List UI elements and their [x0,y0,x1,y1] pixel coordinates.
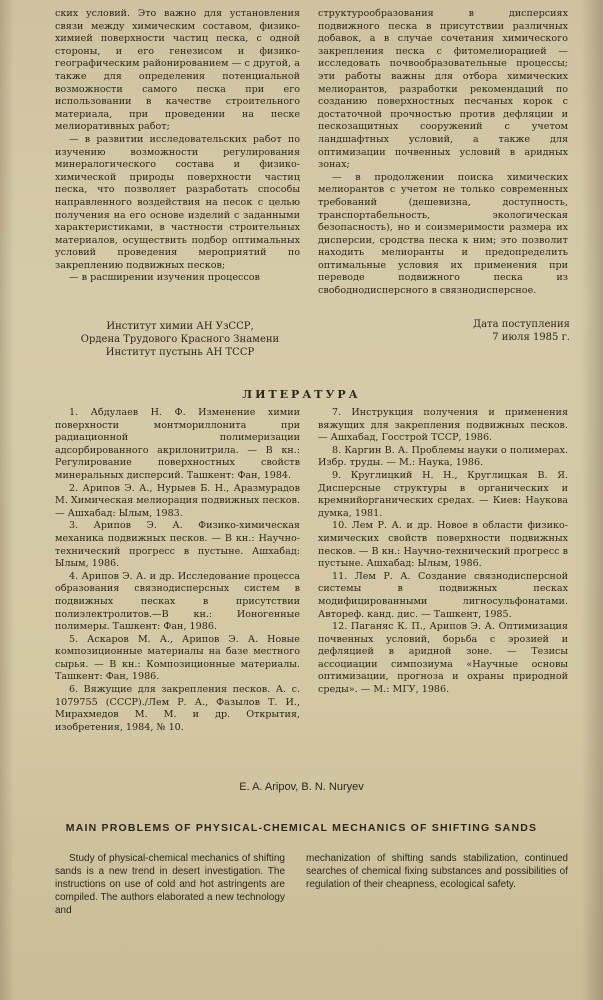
date-value: 7 июля 1985 г. [492,332,570,343]
reference-item: 8. Каргин В. А. Проблемы науки о полимерах. Избр. труды. — М.: Наука, 1986. [318,444,568,469]
reference-item: 1. Абдулаев Н. Ф. Изменение химии поверхности монтмориллонита при радиационной полимеризации адсорбированного акрилонитрила. — В кн.: Регулирование поверхностных свойств минеральных дисперсий. Ташкент: Фан, 1984. [55,407,300,481]
english-abstract-left [55,852,285,917]
reference-item: 2. Арипов Э. А., Нурыев Б. Н., Аразмурадов М. Химическая мелиорация подвижных песков. — Ашхабад: Ылым, 1983. [55,482,301,519]
body-paragraph: структурообразования в дисперсиях подвижного песка в присутствии различных добавок, а в случае сочетания химического закрепления песка с фитомелиорацией — исследовать почвообразовательные процессы; эти работы важны для отбора химических мелиорантов, разработки рекомендаций по созданию поверхностных песчаных корок с достаточной прочностью против дефляции и пескозащитных сооружений с учетом ландшафтных условий, а также для оптимизации почвенных условий в аридных зонах; [318,8,568,171]
body-paragraph: — в продолжении поиска химических мелиорантов с учетом не только современных требований (дешевизна, доступность, транспортабельность, экологическая безопасность), но и соизмеримости размера их дисперсии, сродства песка к ним; это позволит находить мелиоранты и предопределить оптимальные условия их применения при переводе подвижного песка из свободнодисперсного в связнодисперсное. [318,171,568,297]
reference-item: 11. Лем Р. А. Создание связнодисперсной системы в подвижных песках модифицированными лигносульфонатами. Автореф. канд. дис. — Ташкент, 1985. [318,570,568,620]
abstract-text: Study of physical-chemical mechanics of shifting sands is a new trend in desert investigation. The instructions on use of cold and hot astringents are compiled. The authors elaborated a new technology and [55,853,285,916]
body-paragraph: — в развитии исследовательских работ по изучению возможности регулирования минералогического состава и физико-химической природы поверхности частиц песка, что позволяет разработать способы направленного воздействия на песок с целью получения на его основе изделий с заданными характеристиками, в частности строительных материалов, осуществить подбор оптимальных условий проведения мероприятий по закреплению подвижных песков; [55,133,300,271]
body-column-right [318,8,568,298]
reference-item: 3. Арипов Э. А. Физико-химическая механика подвижных песков. — В кн.: Научно-технический прогресс в пустыне. Ашхабад: Ылым, 1986. [55,520,300,570]
reference-item: 9. Круглицкий Н. Н., Круглицкая В. Я. Дисперсные структуры в органических и кремнийорганических средах. — Киев: Наукова думка, 1981. [318,469,568,519]
reference-item: 5. Аскаров М. А., Арипов Э. А. Новые композиционные материалы на базе местного сырья. — В кн.: Композиционные материалы. Ташкент: Фан, 1986. [55,633,300,683]
english-title: MAIN PROBLEMS OF PHYSICAL-CHEMICAL MECHANICS OF SHIFTING SANDS [65,822,538,834]
references-column-left [55,407,300,734]
reference-item: 4. Арипов Э. А. и др. Исследование процесса образования связнодисперсных систем в подвижных песках в присутствии полиэлектролитов.—В кн.: Ионогенные полимеры. Ташкент: Фан, 1986. [55,570,300,633]
references-column-right [318,407,568,697]
reference-item: 10. Лем Р. А. и др. Новое в области физико-химических свойств поверхности подвижных песков. — В кн.: Научно-технический прогресс в пустыне. Ашхабад: Ылым, 1986. [318,520,568,570]
body-paragraph: — в расширении изучения процессов [69,272,260,284]
body-paragraph: ских условий. Это важно для установления связи между химическим составом, физико-химией поверхности частиц песка, с одной стороны, и его генезисом и физико-географическим районированием — с другой, а также для определения потенциальной возможности самого песка при его использовании в качестве строительного материала, при проведении на песке мелиоративных работ; [55,8,300,133]
affiliation [60,320,300,359]
literature-heading: ЛИТЕРАТУРА [242,388,361,401]
abstract-text: mechanization of shifting sands stabilization, continued searches of chemical fixing substances and possibilities of regulation of their cheapness, ecological safety. [306,853,568,890]
english-abstract-right [306,852,568,891]
english-authors: E. A. Aripov, B. N. Nuryev [239,781,364,793]
reference-item: 6. Вяжущие для закрепления песков. А. с. 1079755 (СССР)./Лем Р. А., Фазылов Т. И., Мирахмедов М. М. и др. Открытия, изобретения, 1984, № 10. [55,684,300,733]
reference-item: 12. Паганяс К. П., Арипов Э. А. Оптимизация почвенных условий, борьба с эрозией и дефляцией в аридной зоне. — Тезисы ассоциации симпозиума «Научные основы оптимизации, прогноза и охраны природной среды». — М.: МГУ, 1986. [318,621,568,696]
affiliation-line: Институт пустынь АН ТССР [105,347,255,358]
affiliation-line: Институт химии АН УзССР, [106,321,254,332]
date-received [440,318,570,344]
reference-item: 7. Инструкция получения и применения вяжущих для закрепления подвижных песков. — Ашхабад, Госстрой ТССР, 1986. [318,407,568,444]
body-column-left [55,8,300,285]
affiliation-line: Ордена Трудового Красного Знамени [80,334,280,345]
page-shadow-left [0,0,14,1000]
page-shadow-right [581,0,603,1000]
date-label: Дата поступления [472,319,570,330]
